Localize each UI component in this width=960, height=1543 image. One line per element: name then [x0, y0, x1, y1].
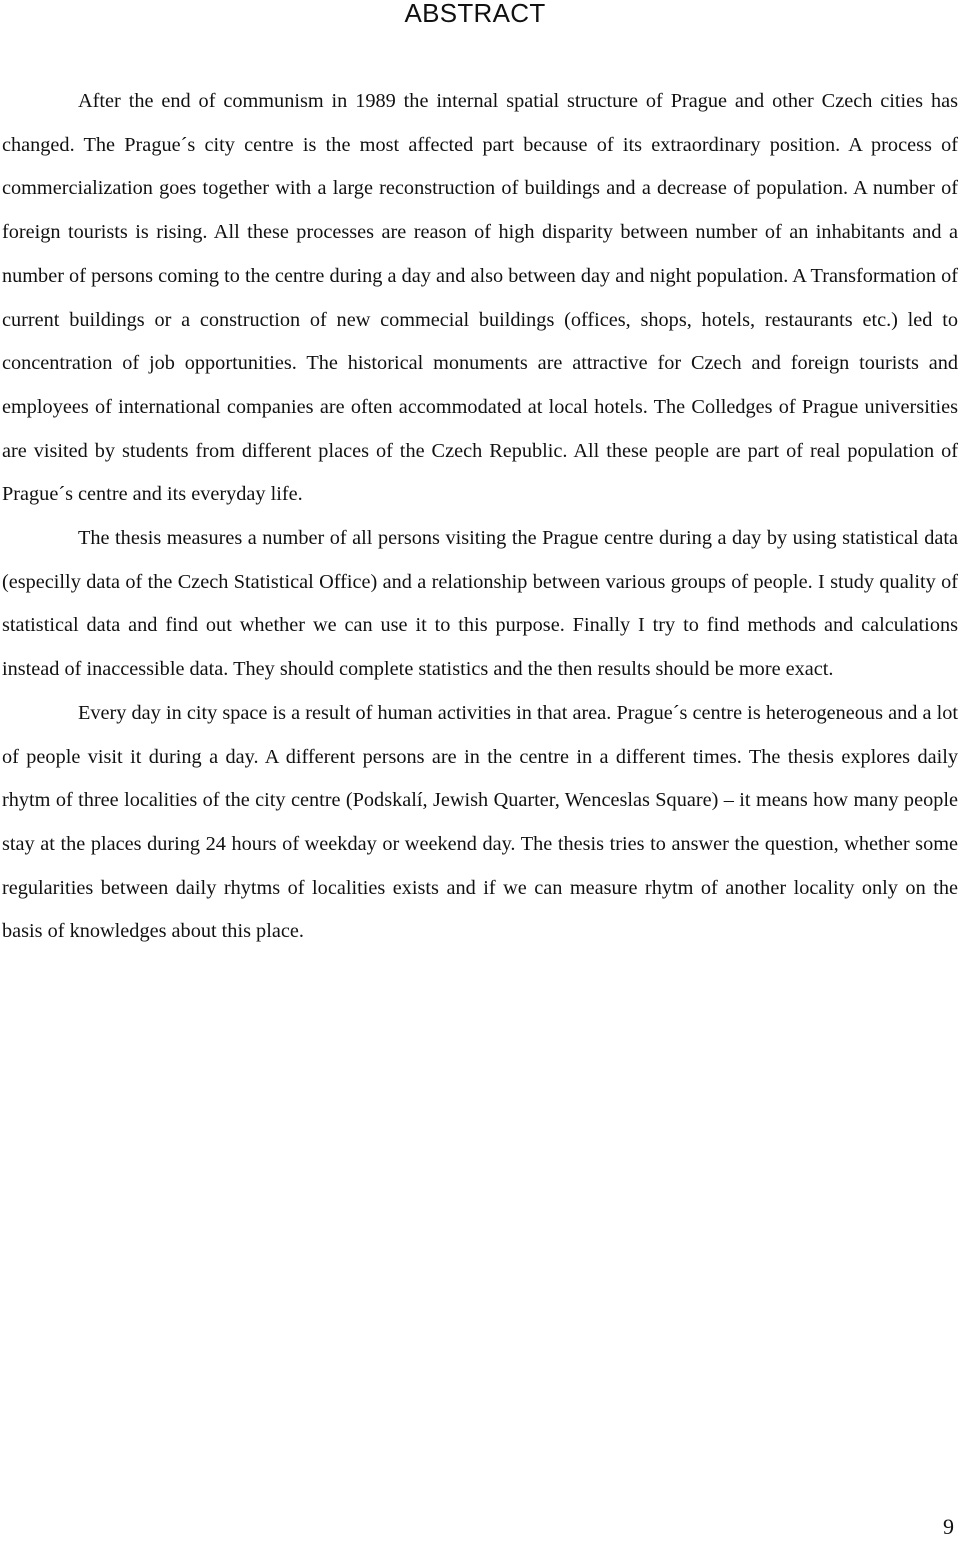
page-number: 9 — [943, 1514, 954, 1539]
abstract-paragraph-1: After the end of communism in 1989 the internal spatial structure of Prague and other Czech cities has changed. The Prague´s city centre is the most affected part because of its extraordinary position. A process of commercialization goes together with a large reconstruction of buildings and a decrease of population. A number of foreign tourists is rising. All these processes are reason of high disparity between number of an inhabitants and a number of persons coming to the centre during a day and also between day and night population. A Transformation of current buildings or a construction of new commecial buildings (offices, shops, hotels, restaurants etc.) led to concentration of job opportunities. The historical monuments are attractive for Czech and foreign tourists and employees of international companies are often accommodated at local hotels. The Colledges of Prague universities are visited by students from different places of the Czech Republic. All these people are part of real population of Prague´s centre and its everyday life. — [2, 90, 958, 506]
abstract-body — [2, 80, 958, 954]
abstract-heading: ABSTRACT — [404, 0, 546, 28]
abstract-paragraph-3: Every day in city space is a result of human activities in that area. Prague´s centre is heterogeneous and a lot of people visit it during a day. A different persons are in the centre in a different times. The thesis explores daily rhytm of three localities of the city centre (Podskalí, Jewish Quarter, Wenceslas Square) – it means how many people stay at the places during 24 hours of weekday or weekend day. The thesis tries to answer the question, whether some regularities between daily rhytms of localities exists and if we can measure rhytm of another locality only on the basis of knowledges about this place. — [2, 701, 958, 943]
abstract-paragraph-2: The thesis measures a number of all persons visiting the Prague centre during a day by using statistical data (especilly data of the Czech Statistical Office) and a relationship between various groups of people. I study quality of statistical data and find out whether we can use it to this purpose. Finally I try to find methods and calculations instead of inaccessible data. They should complete statistics and the then results should be more exact. — [2, 527, 958, 681]
